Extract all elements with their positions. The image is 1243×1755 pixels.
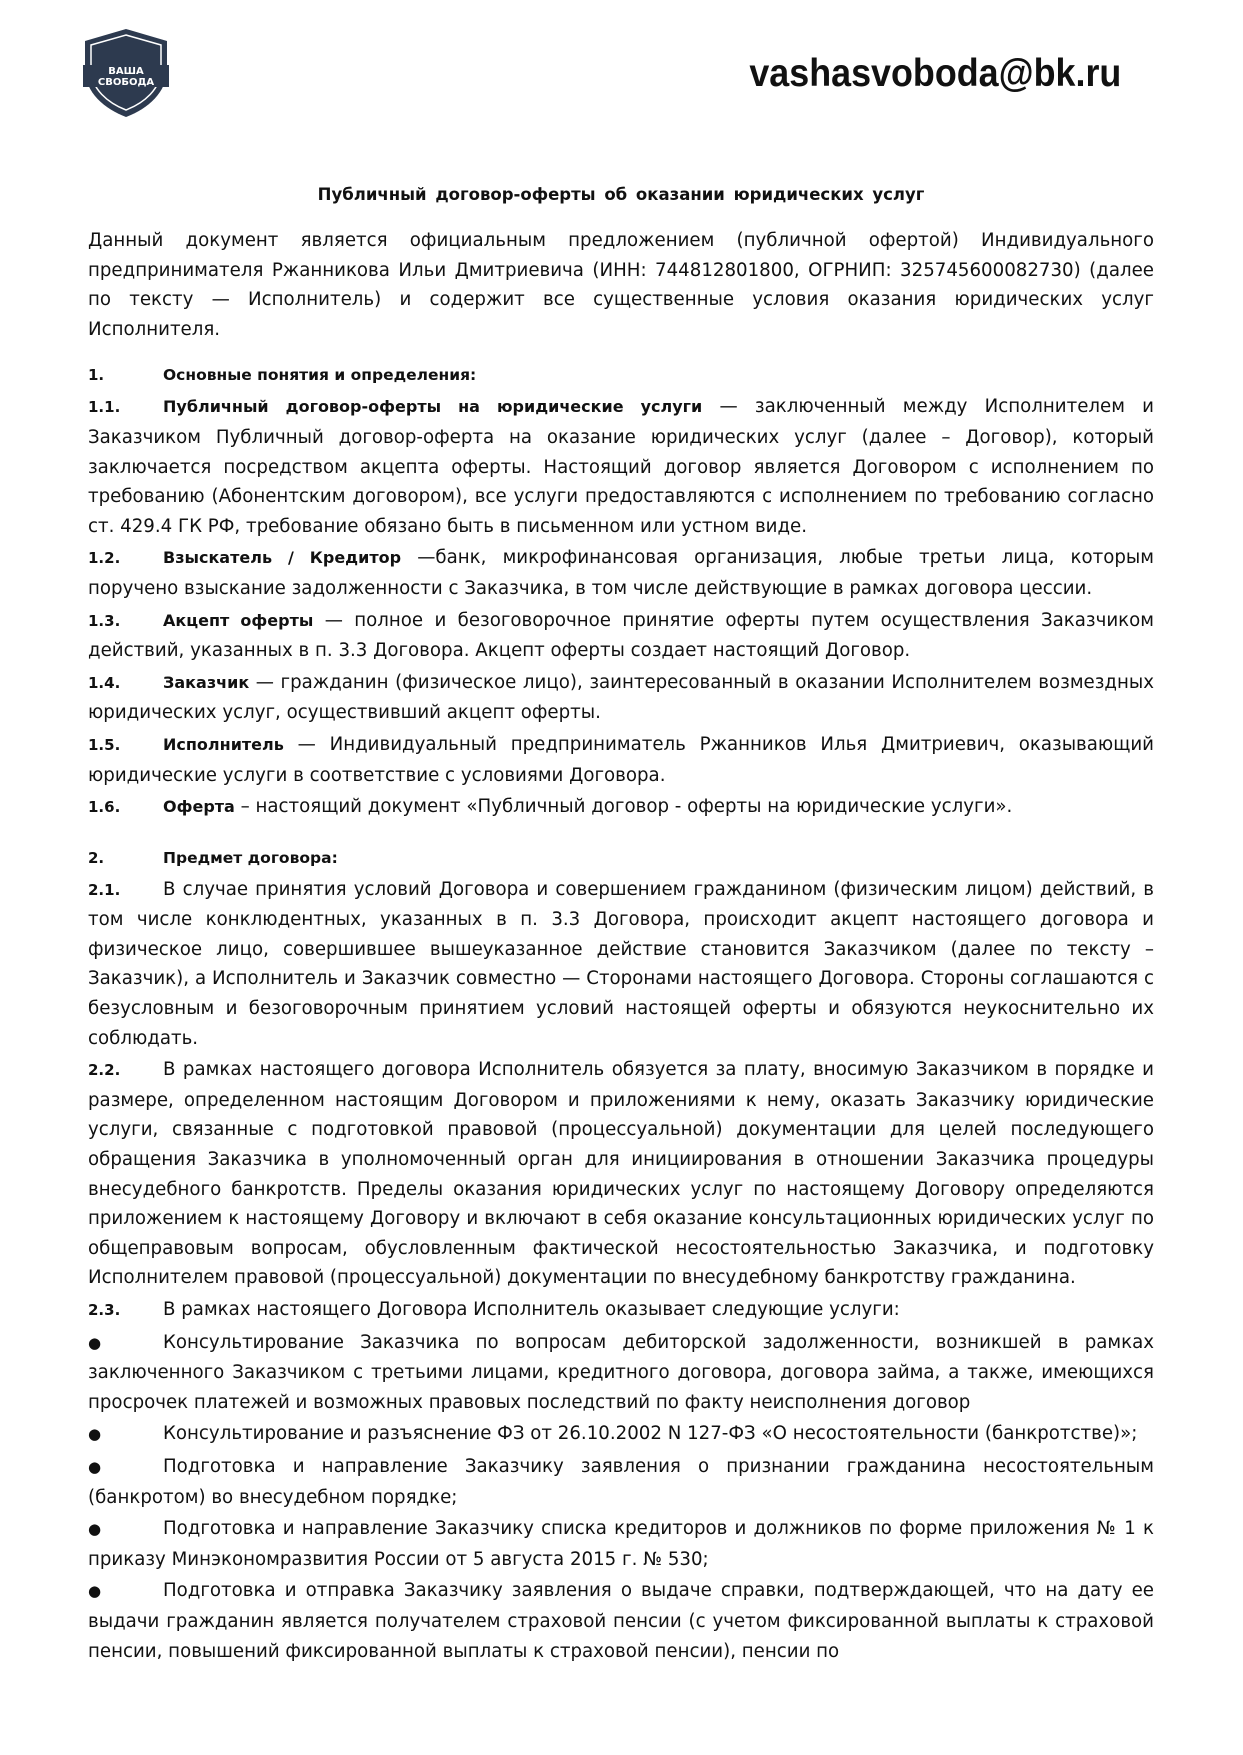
section-1-heading [88, 366, 1154, 384]
section-2-heading [88, 849, 1154, 867]
clause-1-2: 1.2. Взыскатель / Кредитор —банк, микрофинансовая организация, любые третьи лица, которым поручено взыскание задолженности с Заказчика, в том числе действующие в рамках договора цессии. [88, 547, 1154, 599]
clause-term: Акцепт оферты [163, 610, 314, 630]
logo-text-top: ВАША [108, 66, 144, 77]
clause-2-3: 2.3. В рамках настоящего Договора Исполнитель оказывает следующие услуги: [88, 1299, 900, 1320]
clause-term: Публичный договор-оферты на юридические услуги [163, 397, 703, 417]
clause-text: В случае принятия условий Договора и совершением гражданином (физическим лицом) действий, в том числе конклюдентных, указанных в п. 3.3 Договора, происходит акцепт настоящего договора и физическое лицо, совершившее вышеуказанное действие становится Заказчиком (далее по тексту – Заказчик), а Исполнитель и Заказчик совместно — Сторонами настоящего Договора. Стороны соглашаются с безусловным и безоговорочным принятием условий настоящей оферты и обязуются неукоснительно их соблюдать. [88, 878, 1154, 1049]
bullet-icon: ● [88, 1582, 102, 1601]
section-title: Предмет договора: [163, 848, 338, 867]
bullet-icon: ● [88, 1457, 102, 1476]
clause-1-3: 1.3. Акцепт оферты — полное и безоговорочное принятие оферты путем осуществления Заказчиком действий, указанных в п. 3.3 Договора. Акцепт оферты создает настоящий Договор. [88, 609, 1154, 662]
section-number: 2. [88, 848, 105, 867]
list-item: ● Подготовка и отправка Заказчику заявления о выдаче справки, подтверждающей, что на дату ее выдачи гражданин является получателем страховой пенсии (с учетом фиксированной выплаты к страховой пенсии, повышений фиксированной выплаты к страховой пенсии), пенсии по [88, 1576, 1154, 1666]
list-item: ● Подготовка и направление Заказчику списка кредиторов и должников по форме приложения № 1 к приказу Минэкономразвития России от 5 августа 2015 г. № 530; [88, 1514, 1154, 1574]
list-item: ● Консультирование и разъяснение ФЗ от 26.10.2002 N 127-ФЗ «О несостоятельности (банкротстве)»; [88, 1419, 1154, 1450]
clause-1-4: 1.4. Заказчик — гражданин (физическое лицо), заинтересованный в оказании Исполнителем возмездных юридических услуг, осуществивший акцепт оферты. [88, 671, 1154, 724]
clause-text: В рамках настоящего договора Исполнитель обязуется за плату, вносимую Заказчиком в порядке и размере, определенном настоящим Договором и приложениями к нему, оказать Заказчику юридические услуги, связанные с подготовкой правовой (процессуальной) документации для целей последующего обращения Заказчика в уполномоченный орган для инициирования в отношении Заказчика процедуры внесудебного банкротств. Пределы оказания юридических услуг по настоящему Договору определяются приложением к настоящему Договору и включают в себя оказание консультационных юридических услуг по общеправовым вопросам, обусловленным фактической несостоятельностью Заказчика, и подготовку Исполнителем правовой (процессуальной) документации по внесудебному банкротству гражданина. [88, 1059, 1154, 1289]
clause-text: В рамках настоящего Договора Исполнитель оказывает следующие услуги: [163, 1299, 900, 1320]
clause-text: — заключенный между Исполнителем и Заказчиком Публичный договор-оферта на оказание юридических услуг (далее – Договор), который заключается посредством акцепта оферты. Настоящий договор является Договором с исполнением по требованию (Абонентским договором), все услуги предоставляются с исполнением по требованию согласно ст. 429.4 ГК РФ, требование обязано быть в письменном или устном виде. [88, 396, 1154, 537]
bullet-icon: ● [88, 1425, 102, 1444]
section-number: 1. [88, 366, 105, 385]
section-title: Основные понятия и определения: [163, 366, 477, 385]
clause-text: —банк, микрофинансовая организация, любые третьи лица, которым поручено взыскание задолженности с Заказчика, в том числе действующие в рамках договора цессии. [88, 547, 1154, 599]
bullet-icon: ● [88, 1333, 102, 1352]
clause-text: — Индивидуальный предприниматель Ржанников Илья Дмитриевич, оказывающий юридические услуги в соответствие с условиями Договора. [88, 733, 1154, 786]
document-title: Публичный договор-оферты об оказании юридических услуг [317, 185, 925, 204]
document-body [88, 185, 1154, 1668]
clause-1-1: 1.1. Публичный договор-оферты на юридические услуги — заключенный между Исполнителем и Заказчиком Публичный договор-оферта на оказание юридических услуг (далее – Договор), который заключается посредством акцепта оферты. Настоящий договор является Договором с исполнением по требованию (Абонентским договором), все услуги предоставляются с исполнением по требованию согласно ст. 429.4 ГК РФ, требование обязано быть в письменном или устном виде. [88, 396, 1154, 537]
logo-text-bottom: СВОБОДА [97, 77, 155, 88]
list-item: ● Консультирование Заказчика по вопросам дебиторской задолженности, возникшей в рамках заключенного Заказчиком с третьими лицами, кредитного договора, договора займа, а также, имеющихся просрочек платежей и возможных правовых последствий по факту неисполнения договор [88, 1328, 1154, 1418]
clause-1-5: 1.5. Исполнитель — Индивидуальный предприниматель Ржанников Илья Дмитриевич, оказывающий юридические услуги в соответствие с условиями Договора. [88, 733, 1154, 786]
intro-paragraph: Данный документ является официальным предложением (публичной офертой) Индивидуального предпринимателя Ржанникова Ильи Дмитриевича (ИНН: 744812801800, ОГРНИП: 325745600082730) (далее по тексту — Исполнитель) и содержит все существенные условия оказания юридических услуг Исполнителя. [88, 230, 1154, 340]
clause-2-2: 2.2. В рамках настоящего договора Исполнитель обязуется за плату, вносимую Заказчиком в порядке и размере, определенном настоящим Договором и приложениями к нему, оказать Заказчику юридические услуги, связанные с подготовкой правовой (процессуальной) документации для целей последующего обращения Заказчика в уполномоченный орган для инициирования в отношении Заказчика процедуры внесудебного банкротств. Пределы оказания юридических услуг по настоящему Договору определяются приложением к настоящему Договору и включают в себя оказание консультационных юридических услуг по общеправовым вопросам, обусловленным фактической несостоятельностью Заказчика, и подготовку Исполнителем правовой (процессуальной) документации по внесудебному банкротству гражданина. [88, 1059, 1154, 1289]
clause-2-1: 2.1. В случае принятия условий Договора и совершением гражданином (физическим лицом) действий, в том числе конклюдентных, указанных в п. 3.3 Договора, происходит акцепт настоящего договора и физическое лицо, совершившее вышеуказанное действие становится Заказчиком (далее по тексту – Заказчик), а Исполнитель и Заказчик совместно — Сторонами настоящего Договора. Стороны соглашаются с безусловным и безоговорочным принятием условий настоящей оферты и обязуются неукоснительно их соблюдать. [88, 878, 1154, 1049]
shield-logo-icon [83, 27, 169, 119]
clause-term: Оферта [163, 797, 235, 817]
clause-text: — гражданин (физическое лицо), заинтересованный в оказании Исполнителем возмездных юридических услуг, осуществивший акцепт оферты. [88, 671, 1154, 724]
list-item: ● Подготовка и направление Заказчику заявления о признании гражданина несостоятельным (банкротом) во внесудебном порядке; [88, 1452, 1154, 1512]
clause-term: Исполнитель [163, 734, 284, 754]
clause-term: Взыскатель / Кредитор [163, 548, 402, 568]
clause-1-6: 1.6. Оферта – настоящий документ «Публичный договор - оферты на юридические услуги». [88, 796, 1013, 818]
contact-email: vashasvoboda@bk.ru [749, 52, 1121, 95]
clause-text: – настоящий документ «Публичный договор - оферты на юридические услуги». [234, 796, 1013, 818]
bullet-icon: ● [88, 1520, 102, 1539]
clause-text: — полное и безоговорочное принятие оферты путем осуществления Заказчиком действий, указанных в п. 3.3 Договора. Акцепт оферты создает настоящий Договор. [88, 609, 1154, 662]
clause-term: Заказчик [163, 672, 250, 692]
